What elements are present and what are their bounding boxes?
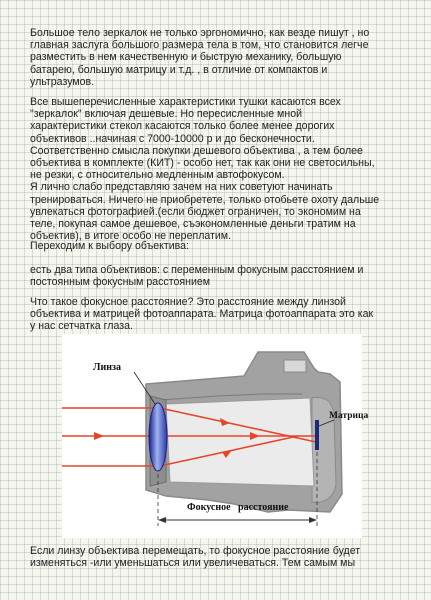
text-line: главная заслуга большого размера тела в том, что становится легче xyxy=(30,39,369,52)
text-line: объективов ..начиная с 7000-10000 р и до бесконечности. xyxy=(30,132,315,145)
sensor-element xyxy=(315,420,319,450)
paragraph-moving-lens xyxy=(30,545,410,569)
paragraph-cheap-lenses xyxy=(30,96,410,242)
text-line: увлекаться фотографией.(если бюджет ограничен, то экономим на xyxy=(30,205,361,218)
text-line: Переходим к выбору объектива: xyxy=(30,240,189,252)
text-line: батарею, большую матрицу и т.д. , в отличие от компактов и xyxy=(30,63,328,76)
focal-arrow-left-head xyxy=(158,517,166,523)
text-line: есть два типа объективов: с переменным фокусным расстоянием и xyxy=(30,264,364,276)
text-line: Соответственно смысла покупки дешевого объектива , а тем более xyxy=(30,144,363,157)
text-line: объектива и матрицей фотоаппарата. Матрица фотоаппарата это как xyxy=(30,308,374,321)
text-line: "зеркалок" включая дешевые. Но пересисленные мной xyxy=(30,108,302,121)
text-line: объектива в комплекте (КИТ) - особо нет, так как они не светосильны, xyxy=(30,157,375,170)
text-line: теле, покупая самое дешевое, съэкономленные деньги тратим на xyxy=(30,218,356,231)
text-line: тренироваться. Ничего не приобретете, только отобьете охоту дальше xyxy=(30,193,380,206)
text-line: не резки, с относительно медленным автофокусом. xyxy=(30,169,285,182)
text-line: Большое тело зеркалок не только эргономично, как везде пишут , но xyxy=(30,27,370,39)
text-line: ультразумов. xyxy=(30,75,95,88)
text-line: объектив), в итоге особо не переплатим. xyxy=(30,230,232,243)
lens-element xyxy=(149,403,167,471)
paragraph-choosing-lens xyxy=(30,240,410,252)
focal-length-diagram xyxy=(62,334,369,538)
text-line: Я лично слабо представляю зачем на них советуют начинать xyxy=(30,181,333,194)
lens-label: Линза xyxy=(93,362,121,373)
text-line: Все вышеперечисленные характеристики тушки касаются всех xyxy=(30,96,341,108)
paragraph-focal-definition xyxy=(30,296,410,333)
focal-arrow-right-head xyxy=(309,517,317,523)
text-line: Если линзу объектива перемещать, то фокусное расстояние будет xyxy=(30,545,361,557)
text-line: изменяться -или уменьшаться или увеличеваться. Тем самым мы xyxy=(30,557,356,570)
text-line: Что такое фокусное расстояние? Это расстояние между линзой xyxy=(30,296,346,308)
focal-length-label: Фокусное расстояние xyxy=(187,502,289,513)
text-line: у нас сетчатка глаза. xyxy=(30,320,133,333)
sensor-label: Матрица xyxy=(329,411,369,421)
text-line: постоянным фокусным расстоянием xyxy=(30,276,211,289)
text-line: характеристики стекол касаются только более менее дорогих xyxy=(30,120,335,133)
text-line: разместить в нем качественную и быструю механику, большую xyxy=(30,51,342,64)
paragraph-body-size xyxy=(30,27,410,88)
arrow-head-left xyxy=(94,432,104,440)
viewfinder-window xyxy=(284,360,306,372)
paragraph-lens-types xyxy=(30,264,410,288)
camera-interior-shape xyxy=(166,398,314,486)
